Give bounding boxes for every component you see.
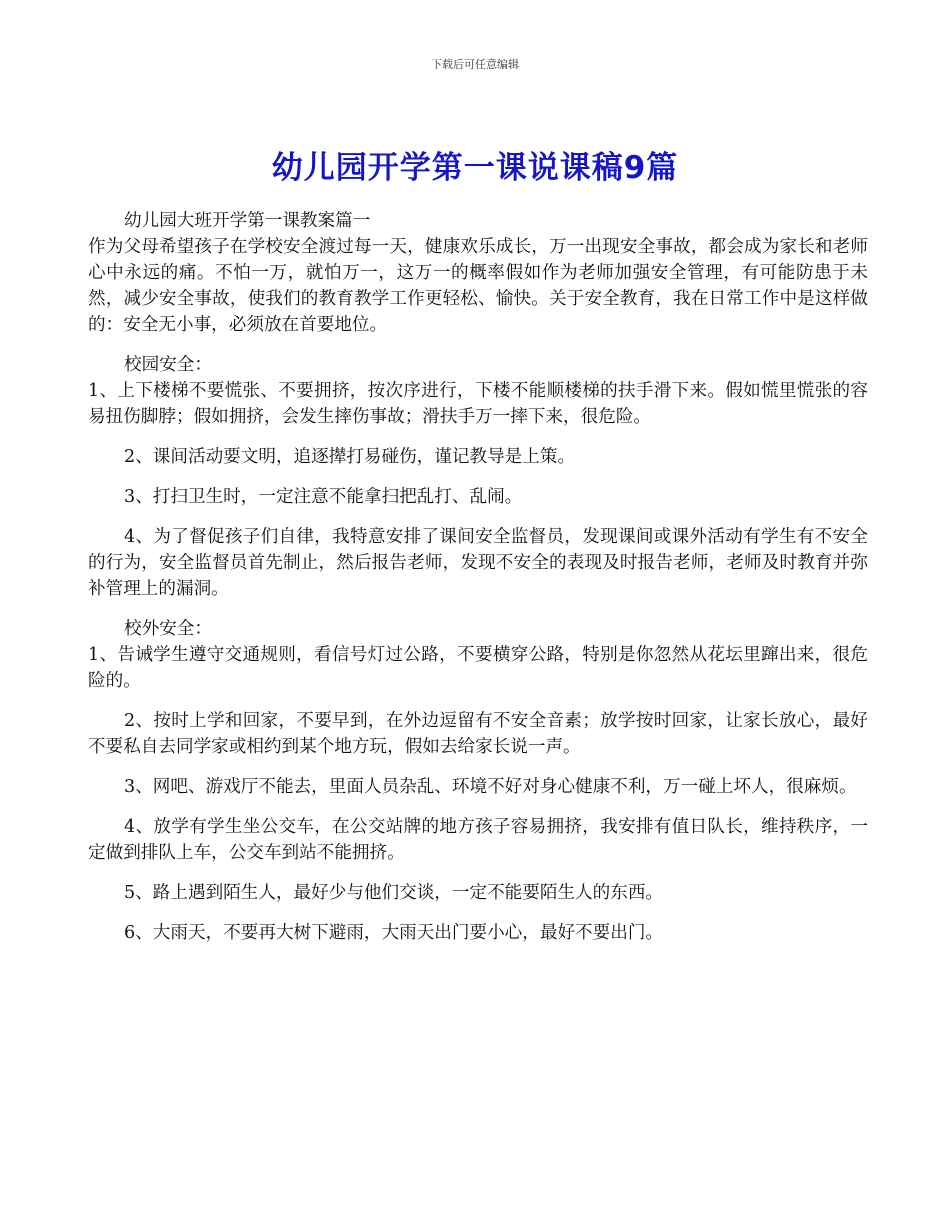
document-body: [88, 208, 868, 946]
offcampus-safety-item: 2、按时上学和回家，不要早到，在外边逗留有不安全音素；放学按时回家，让家长放心，最好不要私自去同学家或相约到某个地方玩，假如去给家长说一声。: [88, 711, 868, 757]
header-note: 下载后可任意编辑: [431, 58, 519, 71]
offcampus-safety-item: 6、大雨天，不要再大树下避雨，大雨天出门要小心，最好不要出门。: [124, 923, 664, 943]
offcampus-safety-item: 5、路上遇到陌生人，最好少与他们交谈，一定不能要陌生人的东西。: [124, 883, 664, 903]
subtitle: 幼儿园大班开学第一课教案篇一: [124, 211, 371, 231]
campus-safety-item: 3、打扫卫生时，一定注意不能拿扫把乱打、乱闹。: [124, 487, 523, 507]
campus-safety-item: 1、上下楼梯不要慌张、不要拥挤，按次序进行，下楼不能顺楼梯的扶手滑下来。假如慌里慌张的容易扭伤脚脖；假如拥挤，会发生摔伤事故；滑扶手万一摔下来，很危险。: [88, 381, 868, 427]
campus-safety-heading: 校园安全：: [124, 355, 212, 375]
offcampus-safety-heading: 校外安全：: [124, 619, 212, 639]
offcampus-safety-item: 1、告诫学生遵守交通规则，看信号灯过公路，不要横穿公路，特别是你忽然从花坛里蹿出来，很危险的。: [88, 645, 868, 691]
intro-paragraph: 作为父母希望孩子在学校安全渡过每一天，健康欢乐成长，万一出现安全事故，都会成为家长和老师心中永远的痛。不怕一万，就怕万一，这万一的概率假如作为老师加强安全管理，有可能防患于未然，减少安全事故，使我们的教育教学工作更轻松、愉快。关于安全教育，我在日常工作中是这样做的：安全无小事，必须放在首要地位。: [88, 237, 868, 335]
offcampus-safety-item: 3、网吧、游戏厅不能去，里面人员杂乱、环境不好对身心健康不利，万一碰上坏人，很麻烦。: [124, 777, 857, 797]
campus-safety-item: 2、课间活动要文明，追逐撵打易碰伤，谨记教导是上策。: [124, 447, 576, 467]
campus-safety-item: 4、为了督促孩子们自律，我特意安排了课间安全监督员，发现课间或课外活动有学生有不安全的行为，安全监督员首先制止，然后报告老师，发现不安全的表现及时报告老师，老师及时教育并弥补管理上的漏洞。: [88, 527, 868, 599]
offcampus-safety-item: 4、放学有学生坐公交车，在公交站牌的地方孩子容易拥挤，我安排有值日队长，维持秩序，一定做到排队上车，公交车到站不能拥挤。: [88, 817, 868, 863]
document-title: 幼儿园开学第一课说课稿9篇: [271, 150, 679, 186]
